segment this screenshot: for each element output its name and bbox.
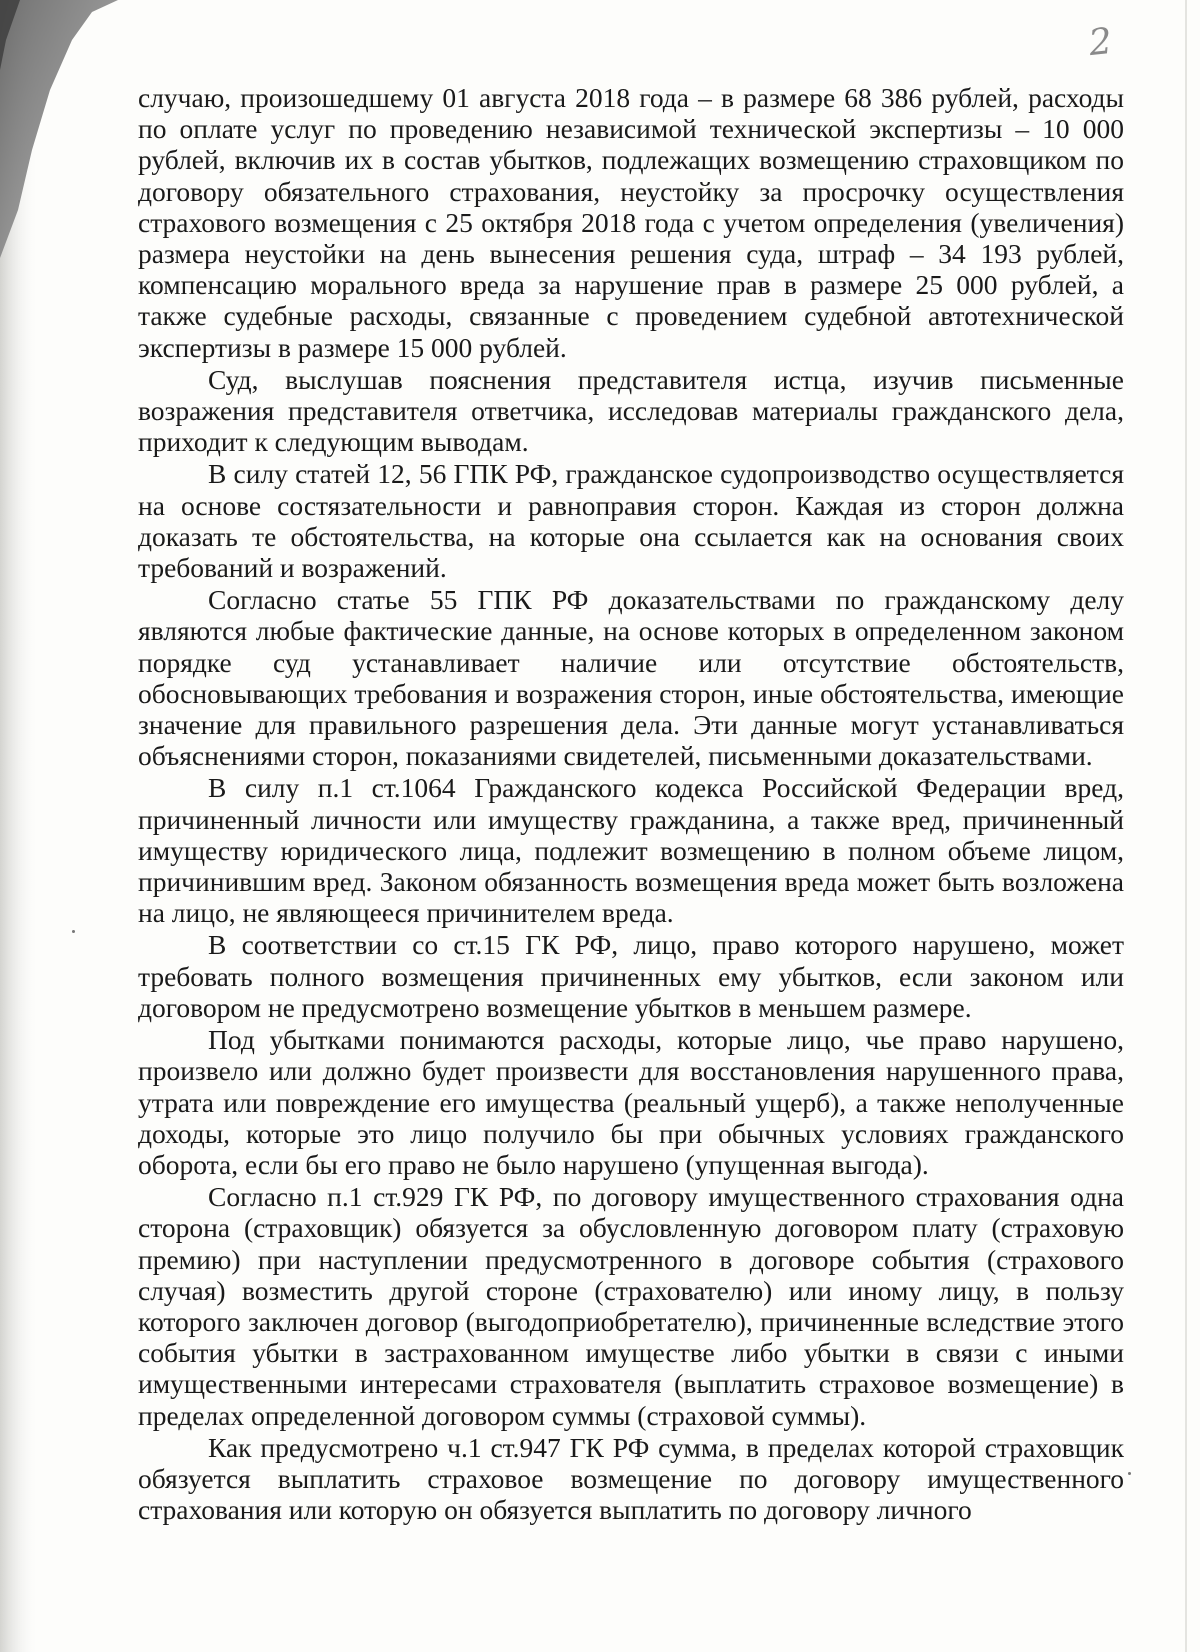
scan-speck: [72, 930, 75, 933]
paragraph: Суд, выслушав пояснения представителя истца, изучив письменные возражения представителя ответчика, исследовав материалы гражданского дела, приходит к следующим выводам.: [138, 363, 1124, 458]
paragraph: Под убытками понимаются расходы, которые лицо, чье право нарушено, произвело или должно будет произвести для восстановления нарушенного права, утрата или повреждение его имущества (реальный ущерб), а также неполученные доходы, которые это лицо получило бы при обычных условиях гражданского оборота, если бы его право не было нарушено (упущенная выгода).: [138, 1024, 1124, 1180]
paragraph: В силу статей 12, 56 ГПК РФ, гражданское судопроизводство осуществляется на основе состязательности и равноправия сторон. Каждая из сторон должна доказать те обстоятельства, на которые она ссылается как на основания своих требований и возражений.: [138, 458, 1124, 584]
document-body: [138, 82, 1124, 1526]
paragraph: Согласно статье 55 ГПК РФ доказательствами по гражданскому делу являются любые фактические данные, на основе которых в определенном законом порядке суд устанавливает наличие или отсутствие обстоятельств, обосновывающих требования и возражения сторон, иные обстоятельства, имеющие значение для правильного разрешения дела. Эти данные могут устанавливаться объяснениями сторон, показаниями свидетелей, письменными доказательствами.: [138, 584, 1124, 772]
paragraph: Согласно п.1 ст.929 ГК РФ, по договору имущественного страхования одна сторона (страховщик) обязуется за обусловленную договором плату (страховую премию) при наступлении предусмотренного в договоре события (страхового случая) возместить другой стороне (страхователю) или иному лицу, в пользу которого заключен договор (выгодоприобретателю), причиненные вследствие этого события убытки в застрахованном имуществе либо убытки в связи с иными имущественными интересами страхователя (выплатить страховое возмещение) в пределах определенной договором суммы (страховой суммы).: [138, 1181, 1124, 1431]
paragraph: В соответствии со ст.15 ГК РФ, лицо, право которого нарушено, может требовать полного возмещения причиненных ему убытков, если законом или договором не предусмотрено возмещение убытков в меньшем размере.: [138, 929, 1124, 1023]
scan-speck: [1128, 1472, 1131, 1475]
handwritten-page-number: 2: [1087, 20, 1115, 65]
paragraph: Как предусмотрено ч.1 ст.947 ГК РФ сумма, в пределах которой страховщик обязуется выплатить страховое возмещение по договору имущественного страхования или которую он обязуется выплатить по договору личного: [138, 1431, 1124, 1526]
paragraph: В силу п.1 ст.1064 Гражданского кодекса Российской Федерации вред, причиненный личности или имуществу гражданина, а также вред, причиненный имуществу юридического лица, подлежит возмещению в полном объеме лицом, причинившим вред. Законом обязанность возмещения вреда может быть возложена на лицо, не являющееся причинителем вреда.: [138, 772, 1124, 929]
paragraph: случаю, произошедшему 01 августа 2018 года – в размере 68 386 рублей, расходы по оплате услуг по проведению независимой технической экспертизы – 10 000 рублей, включив их в состав убытков, подлежащих возмещению страховщиком по договору обязательного страхования, неустойку за просрочку осуществления страхового возмещения с 25 октября 2018 года с учетом определения (увеличения) размера неустойки на день вынесения решения суда, штраф – 34 193 рублей, компенсацию морального вреда за нарушение прав в размере 25 000 рублей, а также судебные расходы, связанные с проведением судебной автотехнической экспертизы в размере 15 000 рублей.: [138, 82, 1124, 363]
